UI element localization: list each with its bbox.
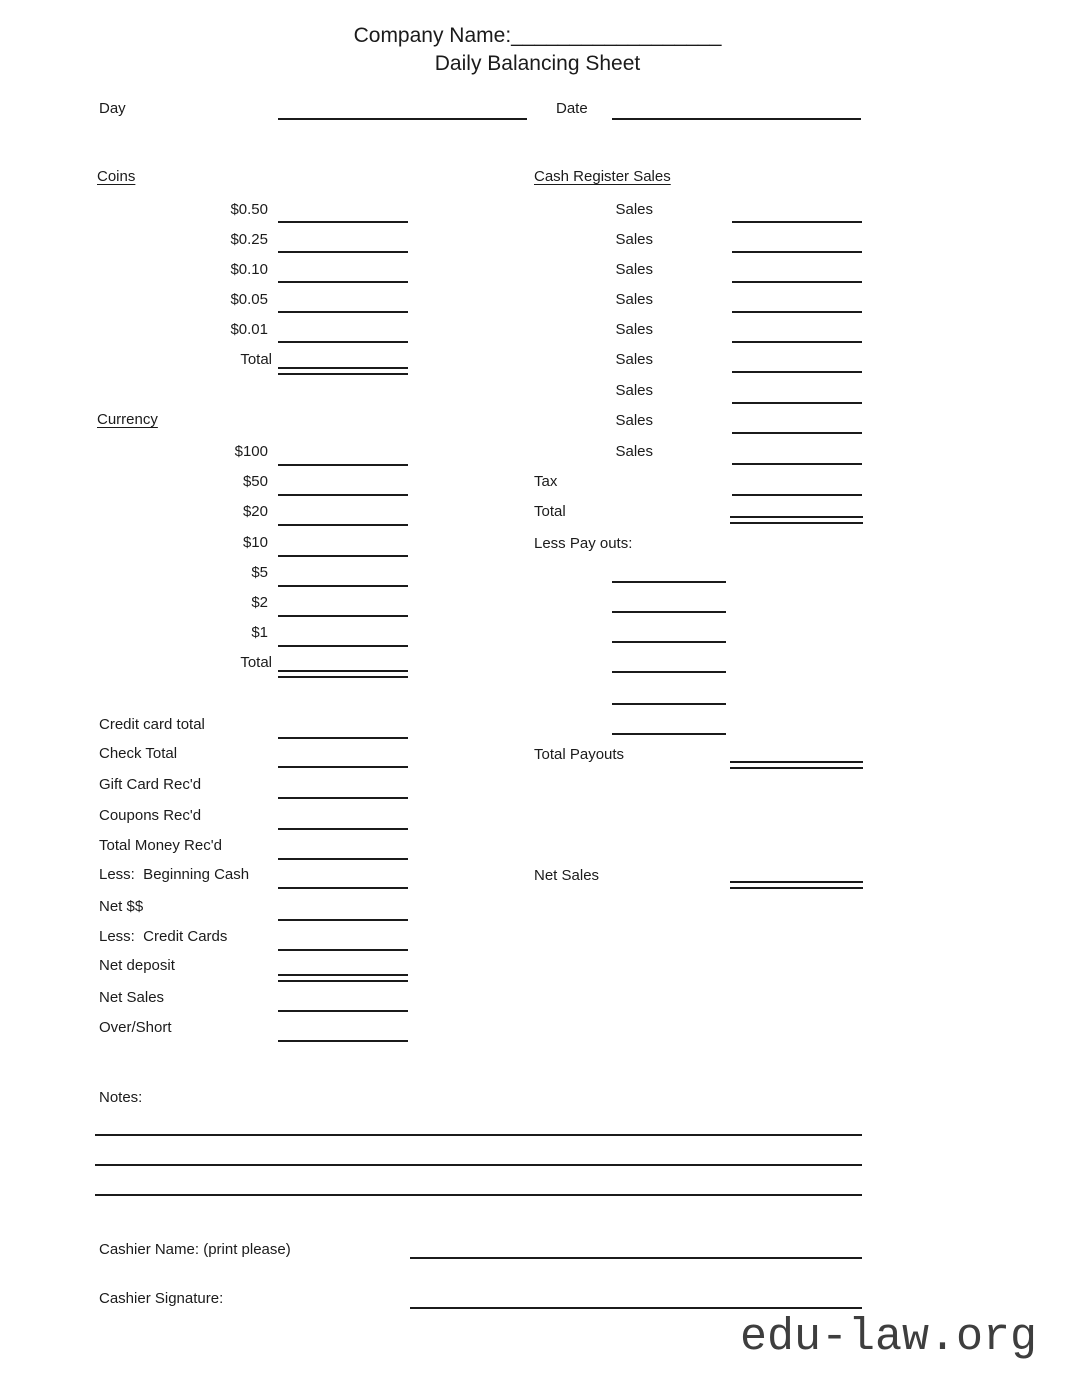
net-dollars-label: Net $$ xyxy=(99,898,144,915)
sales-label: Sales xyxy=(615,351,653,368)
currency-count-line xyxy=(278,555,408,557)
sales-label: Sales xyxy=(615,201,653,218)
less-credit-cards-label: Less: Credit Cards xyxy=(99,928,228,945)
currency-total-line xyxy=(278,670,408,678)
net-sales-right-line xyxy=(730,881,863,889)
notes-line xyxy=(95,1164,862,1166)
notes-line xyxy=(95,1134,862,1136)
watermark-text: edu-law.org xyxy=(740,1312,1038,1363)
net-deposit-line xyxy=(278,974,408,982)
sales-line xyxy=(732,221,862,223)
over-short-label: Over/Short xyxy=(99,1019,172,1036)
cash-register-sales-heading: Cash Register Sales xyxy=(534,168,671,185)
payout-line xyxy=(612,641,726,643)
sales-line xyxy=(732,281,862,283)
sales-label: Sales xyxy=(615,412,653,429)
payout-line xyxy=(612,703,726,705)
payout-line xyxy=(612,581,726,583)
sales-label: Sales xyxy=(615,382,653,399)
coupons-recd-line xyxy=(278,828,408,830)
currency-total-label: Total xyxy=(240,654,272,671)
register-total-line xyxy=(730,516,863,524)
company-name-line: Company Name:__________________ xyxy=(353,24,722,47)
sales-line xyxy=(732,371,862,373)
notes-line xyxy=(95,1194,862,1196)
coupons-recd-label: Coupons Rec'd xyxy=(99,807,202,824)
currency-count-line xyxy=(278,464,408,466)
coins-total-label: Total xyxy=(240,351,272,368)
total-money-recd-line xyxy=(278,858,408,860)
gift-card-recd-line xyxy=(278,797,408,799)
coin-count-line xyxy=(278,341,408,343)
coin-denomination-label: $0.01 xyxy=(230,321,268,338)
coin-count-line xyxy=(278,221,408,223)
sales-line xyxy=(732,311,862,313)
sales-label: Sales xyxy=(615,291,653,308)
coin-denomination-label: $0.50 xyxy=(230,201,268,218)
gift-card-recd-label: Gift Card Rec'd xyxy=(99,776,202,793)
coin-denomination-label: $0.10 xyxy=(230,261,268,278)
tax-line xyxy=(732,494,862,496)
sales-line xyxy=(732,341,862,343)
check-total-label: Check Total xyxy=(99,745,178,762)
net-sales-left-line xyxy=(278,1010,408,1012)
net-deposit-label: Net deposit xyxy=(99,957,175,974)
register-total-label: Total xyxy=(534,503,566,520)
notes-label: Notes: xyxy=(99,1089,143,1106)
currency-count-line xyxy=(278,494,408,496)
net-sales-right-label: Net Sales xyxy=(534,867,600,884)
currency-denomination-label: $20 xyxy=(242,503,268,520)
coins-total-line xyxy=(278,367,408,375)
cashier-signature-line xyxy=(410,1307,862,1309)
cashier-signature-label: Cashier Signature: xyxy=(99,1290,224,1307)
date-line xyxy=(612,118,861,120)
currency-count-line xyxy=(278,524,408,526)
currency-count-line xyxy=(278,585,408,587)
total-payouts-label: Total Payouts xyxy=(534,746,625,763)
total-money-recd-label: Total Money Rec'd xyxy=(99,837,222,854)
sales-label: Sales xyxy=(615,261,653,278)
over-short-line xyxy=(278,1040,408,1042)
less-beginning-cash-label: Less: Beginning Cash xyxy=(99,866,250,883)
less-beginning-cash-line xyxy=(278,887,408,889)
payout-line xyxy=(612,733,726,735)
currency-heading: Currency xyxy=(97,411,158,428)
day-label: Day xyxy=(99,100,126,117)
coin-count-line xyxy=(278,311,408,313)
total-payouts-line xyxy=(730,761,863,769)
sales-line xyxy=(732,432,862,434)
tax-label: Tax xyxy=(534,473,558,490)
sales-line xyxy=(732,251,862,253)
check-total-line xyxy=(278,766,408,768)
currency-denomination-label: $100 xyxy=(234,443,268,460)
date-label: Date xyxy=(556,100,588,117)
currency-count-line xyxy=(278,645,408,647)
currency-denomination-label: $10 xyxy=(242,534,268,551)
cashier-name-label: Cashier Name: (print please) xyxy=(99,1241,291,1258)
cashier-name-line xyxy=(410,1257,862,1259)
sales-line xyxy=(732,402,862,404)
payout-line xyxy=(612,671,726,673)
currency-denomination-label: $1 xyxy=(251,624,268,641)
currency-denomination-label: $50 xyxy=(242,473,268,490)
sales-label: Sales xyxy=(615,443,653,460)
sales-line xyxy=(732,463,862,465)
credit-card-total-label: Credit card total xyxy=(99,716,205,733)
coins-heading: Coins xyxy=(97,168,136,185)
less-payouts-label: Less Pay outs: xyxy=(534,535,633,552)
sales-label: Sales xyxy=(615,321,653,338)
coin-count-line xyxy=(278,251,408,253)
sales-label: Sales xyxy=(615,231,653,248)
net-dollars-line xyxy=(278,919,408,921)
less-credit-cards-line xyxy=(278,949,408,951)
currency-denomination-label: $2 xyxy=(251,594,268,611)
coin-denomination-label: $0.25 xyxy=(230,231,268,248)
credit-card-total-line xyxy=(278,737,408,739)
page-title: Daily Balancing Sheet xyxy=(434,52,641,75)
net-sales-left-label: Net Sales xyxy=(99,989,165,1006)
coin-denomination-label: $0.05 xyxy=(230,291,268,308)
currency-count-line xyxy=(278,615,408,617)
currency-denomination-label: $5 xyxy=(251,564,268,581)
coin-count-line xyxy=(278,281,408,283)
day-line xyxy=(278,118,527,120)
payout-line xyxy=(612,611,726,613)
